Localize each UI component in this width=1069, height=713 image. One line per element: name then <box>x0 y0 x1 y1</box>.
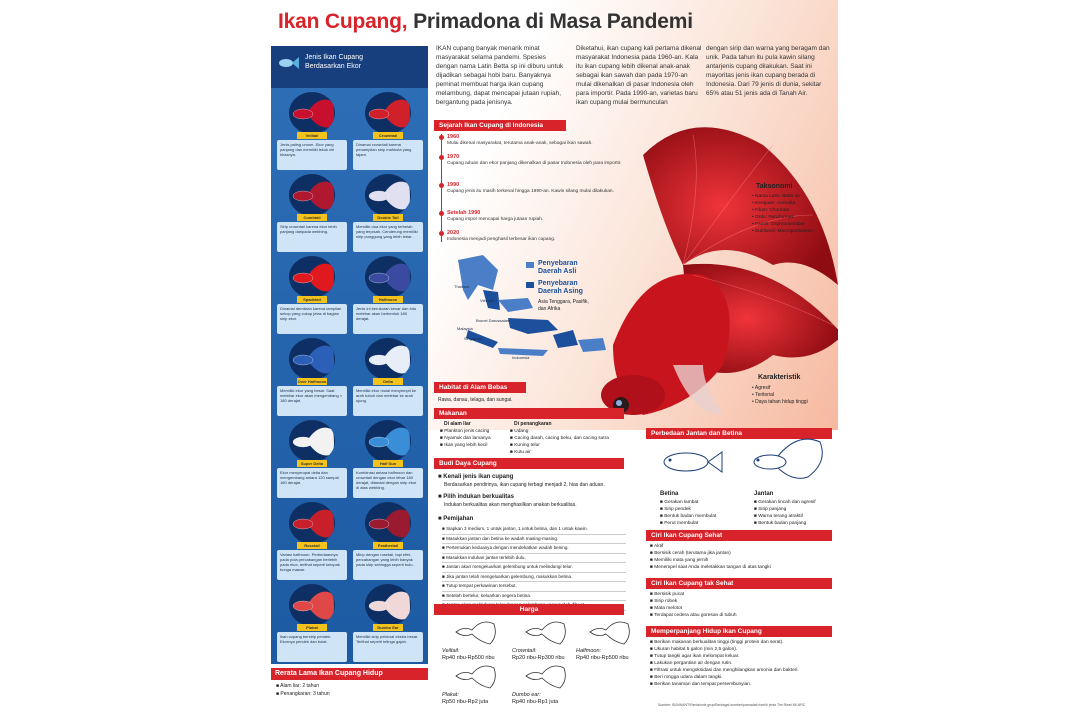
unhealthy-list <box>650 591 832 619</box>
list-item-text: Berikan tanaman dan tempat persembunyian. <box>654 682 752 687</box>
betta-fish-icon <box>289 420 335 462</box>
map-label-singapura: Singapura <box>464 336 483 341</box>
list-item-text: Daya tahan hidup tinggi <box>755 399 808 405</box>
price-fish-icon <box>448 616 498 646</box>
price-name: Halfmoon: <box>576 648 602 654</box>
list-item-text: Kutu air <box>514 450 531 455</box>
list-item-text: Filum: Chordata <box>755 208 790 213</box>
spawning-steps <box>442 525 626 611</box>
map-label-malaysia: Malaysia <box>457 326 473 331</box>
timeline-year: 1990 <box>447 182 460 188</box>
tail-type-card <box>277 92 347 172</box>
tail-types-header <box>271 46 428 88</box>
spawning-step-text: Jika jantan telah mengeluarkan gelembung, masukkan betina. <box>446 573 573 579</box>
list-item-text: Famili: Osphronemidae <box>755 222 805 227</box>
tail-type-image <box>365 174 411 216</box>
list-item: ■ Warna terang atraktif <box>754 514 803 519</box>
tail-type-card <box>277 256 347 336</box>
list-item: ■ Cacing darah, cacing beku, dan cacing sutra <box>510 436 609 441</box>
price-heading: Harga <box>434 604 624 615</box>
tail-type-card <box>277 338 347 418</box>
spawning-step: ■ Jika jantan telah mengeluarkan gelembung, masukkan betina. <box>442 573 626 583</box>
map-label-vietnam: Vietnam <box>480 298 495 303</box>
list-item-text: Teritorial <box>755 392 774 398</box>
food-captive-list <box>510 428 625 456</box>
price-value: Rp40 ribu-Rp500 ribu <box>442 655 495 661</box>
map-label-indonesia: Indonesia <box>512 355 530 360</box>
list-item: • Nama Latin: Betta sp <box>752 194 800 199</box>
list-item: ■ Kuning telur <box>510 443 540 448</box>
legend-foreign-swatch <box>526 282 534 288</box>
tail-types-heading: Jenis Ikan Cupang Berdasarkan Ekor <box>305 54 363 70</box>
breeding-step3: ■ Pemijahan <box>438 516 474 522</box>
betta-fish-icon <box>289 502 335 544</box>
timeline-year: 2020 <box>447 230 460 236</box>
list-item: • Agresif <box>752 385 771 391</box>
spawning-step-text: Masukkan jantan dan betina ke wadah masing-masing. <box>446 535 559 541</box>
traits-heading: Karakteristik <box>758 374 801 381</box>
tail-type-desc: Dinamai demikian karena tampilan sekop yang cukup jelas di bagian sirip ekor. <box>277 304 347 334</box>
list-item-text: Lakukan pergantian air dengan rutin. <box>654 661 733 666</box>
traits-list <box>752 385 832 406</box>
list-item: ■ Bersisik pucat <box>650 592 685 597</box>
list-item: ■ Sirip robek <box>650 599 678 604</box>
list-item: • Daya tahan hidup tinggi <box>752 399 808 405</box>
list-item-text: Perut membulat <box>664 521 699 526</box>
betta-fish-icon <box>289 256 335 298</box>
tail-type-image <box>365 92 411 134</box>
list-item-text: Berikan makanan berkualitas tinggi (tinggi protein dan serat). <box>654 640 784 645</box>
food-wild-heading: Di alam liar <box>444 421 471 427</box>
list-item: • Teritorial <box>752 392 774 398</box>
list-item: ■ Gerakan lambat <box>660 500 699 505</box>
infographic-page <box>258 0 838 713</box>
list-item-text: Sirip robek <box>654 599 678 604</box>
price-fish-icon <box>582 616 632 646</box>
list-item: ■ Ikan yang lebih kecil <box>440 443 488 448</box>
tail-type-image <box>365 502 411 544</box>
list-item-text: Filtrasi untuk mengoksidasi dan menghilangkan amonia dan bakteri. <box>654 668 799 673</box>
list-item-text: Terdapat cedera atau goresan di tubuh <box>654 613 737 618</box>
list-item: ■ Bentuk badan panjang <box>754 521 807 526</box>
tail-type-image <box>289 502 335 544</box>
betta-fish-icon <box>289 584 335 626</box>
tail-type-card <box>353 338 423 418</box>
list-item: ■ Gerakan lincah dan agresif <box>754 500 816 505</box>
breeding-step3-title: Pemijahan <box>443 516 474 522</box>
timeline-dot <box>439 183 444 188</box>
list-item-text: Memiliki mata yang jernih <box>654 558 709 563</box>
list-item: • Famili: Osphronemidae <box>752 222 805 227</box>
spawning-step: ■ Pertemukan keduanya dengan mendekatkan wadah bening. <box>442 544 626 554</box>
list-item: ■ Mata melotot <box>650 606 682 611</box>
list-item: ■ Terdapat cedera atau goresan di tubuh <box>650 613 737 618</box>
tail-type-image <box>365 584 411 626</box>
spawning-step: ■ Masukkan indukan jantan terlebih dulu. <box>442 554 626 564</box>
food-captive-heading: Di penangkaran <box>514 421 552 427</box>
spawning-step-text: Setelah bertelur, keluarkan segera betina. <box>446 592 532 598</box>
gender-heading: Perbedaan Jantan dan Betina <box>646 428 832 439</box>
timeline-text: Indonesia menjadi penghasil terbesar ikan cupang. <box>447 237 556 242</box>
price-value: Rp40 ribu-Rp500 ribu <box>576 655 629 661</box>
price-name: Dumbo ear: <box>512 692 541 698</box>
list-item: ■ Berikan tanaman dan tempat persembunyian. <box>650 682 752 687</box>
tail-type-image <box>289 584 335 626</box>
list-item-text: Sirip panjang <box>758 507 787 512</box>
price-value: Rp50 ribu-Rp2 juta <box>442 699 489 705</box>
tail-type-image <box>365 338 411 380</box>
tail-type-card <box>353 174 423 254</box>
tail-type-desc: Kombinasi antara halfmoon dan crowntail dengan ekor lebar 180 derajat, ditandai dengan sirip ekor di atas webbing. <box>353 468 423 498</box>
tail-type-desc: Memiliki ekor yang besar. Saat melebar ekor akan mengembang > 180 derajat. <box>277 386 347 416</box>
list-item: ■ Perut membulat <box>660 521 699 526</box>
tail-type-name: Plakat <box>297 624 327 631</box>
betta-fish-icon <box>365 256 411 298</box>
healthy-heading: Ciri Ikan Cupang Sehat <box>646 530 832 541</box>
list-item-text: Bersisik pucat <box>654 592 685 597</box>
list-item-text: Cacing darah, cacing beku, dan cacing sutra <box>514 436 609 441</box>
list-item-text: Nama Latin: Betta sp <box>755 194 800 199</box>
price-value: Rp20 ribu-Rp300 ribu <box>512 655 565 661</box>
price-item <box>442 692 512 706</box>
lifespan-tips-heading: Memperpanjang Hidup Ikan Cupang <box>646 626 832 637</box>
list-item: ■ Plankton jenis cacing <box>440 429 490 434</box>
tail-type-desc: Ikan cupang bersirip pendek. Ekornya pendek dan bulat. <box>277 632 347 662</box>
price-value: Rp40 ribu-Rp1 juta <box>512 699 559 705</box>
tail-type-desc: Memiliki sirip pektoral ekstra besar. Terlihat seperti telinga gajah. <box>353 632 423 662</box>
lifespan-captive-text: Penangkaran: 3 tahun <box>280 691 330 697</box>
timeline-text: Mulai dikenal masyarakat, terutama anak-anak, sebagai ikan sawah. <box>447 141 593 146</box>
tail-type-desc: Jenis paling umum. Ekor yang panjang dan memiliki lekuk ciri khasnya. <box>277 140 347 170</box>
tail-type-name: Crowntail <box>373 132 403 139</box>
list-item-text: Warna terang atraktif <box>758 514 803 519</box>
intro-col2: Diketahui, ikan cupang kali pertama dikenal masyarakat Indonesia pada 1960-an. Kala itu ikan cupang lebih dikenal anak-anak sebagai ikan sawah dan pada 1970-an mulai dikenalkan di pasar Indonesia oleh para importir. Pada 1990-an, varietas baru ikan cupang mulai bermunculan <box>576 45 702 106</box>
tail-type-card <box>277 502 347 582</box>
tail-type-card <box>277 584 347 664</box>
list-item-text: Beri rongga udara dalam tangki. <box>654 675 723 680</box>
lifespan-tips-list <box>650 639 834 688</box>
map-label-brunei: Brunei Darussalam <box>476 318 511 323</box>
list-item: ■ Lakukan pergantian air dengan rutin. <box>650 661 733 666</box>
tail-type-image <box>289 92 335 134</box>
tail-type-desc: Memiliki dua ekor yang terbelah yang terpisah. Cenderung memiliki sirip punggung yang lebih lebar. <box>353 222 423 252</box>
list-item: ■ Bentuk badan membulat <box>660 514 717 519</box>
tail-type-image <box>289 174 335 216</box>
tail-type-name: Double Tail <box>373 214 403 221</box>
list-item: ■ Berikan makanan berkualitas tinggi (tinggi protein dan serat). <box>650 640 784 645</box>
list-item: ■ Ukuran habitat 5 galon (min 2,5 galon). <box>650 647 738 652</box>
timeline-text: Cupang jenis itu masih terkenal hingga 1990-an. Kawin silang mulai dilakukan. <box>447 189 614 194</box>
history-heading: Sejarah Ikan Cupang di Indonesia <box>434 120 566 131</box>
list-item: ■ Memiliki mata yang jernih <box>650 558 709 563</box>
list-item: • Kerajaan: Animalia <box>752 201 796 206</box>
legend-foreign: Penyebaran Daerah Asing <box>538 280 583 295</box>
price-fish-icon <box>448 660 498 690</box>
tail-type-image <box>289 338 335 380</box>
list-item-text: Menempel saat Anda meletakkan tangan di atas tangki <box>654 565 771 570</box>
list-item: ■ Kutu air <box>510 450 531 455</box>
list-item-text: Aktif <box>653 544 664 549</box>
list-item: ■ Menempel saat Anda meletakkan tangan di atas tangki <box>650 565 771 570</box>
spawning-step-text: Siapkan 3 medium, 1 untuk jantan, 1 untuk betina, dan 1 untuk kawin. <box>446 526 588 531</box>
price-item <box>576 648 646 662</box>
tail-type-name: Feathertail <box>373 542 403 549</box>
timeline-dot <box>439 231 444 236</box>
list-item-text: Plankton jenis cacing <box>444 429 490 434</box>
breeding-step2-title: Pilih indukan berkualitas <box>443 494 514 500</box>
source-credit: Sumber: BUNNANT/Pantaionis grup/Berbagai sumber/pamadati riset/ri jenis Tim Riset MI-NRC <box>658 703 806 707</box>
tail-type-name: Super Delta <box>297 460 327 467</box>
list-item-text: Mata melotot <box>654 606 682 611</box>
timeline-line <box>441 134 442 242</box>
list-item: ■ Beri rongga udara dalam tangki. <box>650 675 723 680</box>
list-item-text: Gerakan lincah dan agresif <box>758 500 816 505</box>
list-item-text: Gerakan lambat <box>664 500 699 505</box>
timeline-text: Cupang aduan dan ekor panjang dikenalkan di pasar Indonesia oleh para importir. <box>447 161 622 166</box>
timeline-dot <box>439 155 444 160</box>
legend-native: Penyebaran Daerah Asli <box>538 260 578 275</box>
list-item-text: Bentuk badan membulat <box>664 514 717 519</box>
betta-fish-icon <box>365 174 411 216</box>
lifespan-wild: ■ Alam liar: 2 tahun <box>276 683 320 689</box>
tail-type-name: Veiltail <box>297 132 327 139</box>
list-item: ■ Sirip pendek <box>660 507 691 512</box>
price-name: Veiltail: <box>442 648 460 654</box>
tail-type-desc: Ekor menyerupai delta dan mengembang antara 120 sampai 180 derajat. <box>277 468 347 498</box>
betta-fish-icon <box>365 338 411 380</box>
timeline-dot <box>439 135 444 140</box>
betta-fish-icon <box>289 338 335 380</box>
lifespan-captive: ■ Penangkaran: 3 tahun <box>276 691 330 697</box>
tail-type-card <box>353 92 423 172</box>
breeding-heading: Budi Daya Cupang <box>434 458 624 469</box>
tail-type-image <box>365 256 411 298</box>
timeline-year: Setelah 1990 <box>447 210 481 216</box>
lifespan-heading: Rerata Lama Ikan Cupang Hidup <box>271 668 428 680</box>
breeding-step1-title: Kenali jenis ikan cupang <box>443 474 514 480</box>
tail-type-desc: Memiliki ekor mulai menyempit ke arah tubuh dan melebar ke arah ujung. <box>353 386 423 416</box>
female-traits <box>660 499 750 527</box>
price-fish-icon <box>518 660 568 690</box>
list-item: • Subfamili: Macropodusinae <box>752 229 813 234</box>
page-title <box>278 10 693 34</box>
fish-icon <box>277 56 299 70</box>
intro-col1: IKAN cupang banyak menarik minat masyarakat selama pandemi. Spesies dengan nama Latin Betta sp ini diburu untuk dijadikan sebagai hobi baru. Banyaknya peminat membuat harga ikan cupang melambung, dapat mencapai jutaan rupiah, bergantung pada jenisnya. <box>436 45 564 106</box>
price-fish-icon <box>518 616 568 646</box>
legend-native-swatch <box>526 262 534 268</box>
taxonomy-list <box>752 193 832 235</box>
list-item: • Filum: Chordata <box>752 208 790 213</box>
list-item-text: Subfamili: Macropodusinae <box>755 229 813 234</box>
spawning-step: ■ Jantan akan mengeluarkan gelembung untuk melindungi telur. <box>442 563 626 573</box>
list-item-text: Nyamuk dan larvanya <box>444 436 491 441</box>
male-traits <box>754 499 834 527</box>
price-name: Plakat: <box>442 692 459 698</box>
list-item: ■ Nyamuk dan larvanya <box>440 436 491 441</box>
tail-type-desc: Variasi halfmoon. Perbedaannya pada pola percabangan berlebih pada ekor, terlihat seperti kelopak bunga mawar. <box>277 550 347 580</box>
tail-type-image <box>289 420 335 462</box>
tail-type-name: Half Sun <box>373 460 403 467</box>
tail-type-card <box>353 584 423 664</box>
tail-type-card <box>277 174 347 254</box>
list-item: ■ Aktif <box>650 544 664 549</box>
list-item-text: Bersisik cerah (terutama jika jantan) <box>654 551 731 556</box>
list-item-text: Ikan yang lebih kecil <box>444 443 488 448</box>
spawning-step: ■ Setelah bertelur, keluarkan segera betina. <box>442 592 626 602</box>
spawning-step-text: Masukkan indukan jantan terlebih dulu. <box>446 554 526 560</box>
tail-type-name: Delta <box>373 378 403 385</box>
habitat-heading: Habitat di Alam Bebas <box>434 382 526 393</box>
spawning-step: ■ Siapkan 3 medium, 1 untuk jantan, 1 untuk betina, dan 1 untuk kawin. <box>442 525 626 535</box>
tail-type-desc: Mirip dengan rosetail, tapi efek percabangan yang lebih banyak pada sirip sehingga seperti bulu. <box>353 550 423 580</box>
female-heading: Betina <box>660 491 679 497</box>
male-heading: Jantan <box>754 491 774 497</box>
spawning-step-text: Pertemukan keduanya dengan mendekatkan wadah bening. <box>446 545 569 550</box>
male-betta-icon <box>748 432 828 487</box>
list-item-text: Agresif <box>754 385 771 391</box>
list-item: ■ Filtrasi untuk mengoksidasi dan menghilangkan amonia dan bakteri. <box>650 668 799 673</box>
list-item: ■ Udang <box>510 429 529 434</box>
tail-type-image <box>289 256 335 298</box>
breeding-step2-desc: Indukan berkualitas akan menghasilkan anakan berkualitas. <box>444 502 577 508</box>
title-part2: Primadona di Masa Pandemi <box>413 10 693 33</box>
timeline-dot <box>439 211 444 216</box>
tail-type-desc: Jenis ini berukuran besar dan bila melebar akan berbentuk 180 derajat. <box>353 304 423 334</box>
breeding-step2: ■ Pilih indukan berkualitas <box>438 494 514 500</box>
list-item-text: Sirip pendek <box>664 507 691 512</box>
timeline-year: 1960 <box>447 134 460 140</box>
list-item-text: Bentuk badan panjang <box>758 521 807 526</box>
title-part1: Ikan Cupang, <box>278 10 408 33</box>
tail-type-card <box>353 420 423 500</box>
tail-type-card <box>277 420 347 500</box>
spawning-step-text: Tutup tempat perkawinan tersebut. <box>445 583 517 588</box>
timeline-year: 1970 <box>447 154 460 160</box>
food-wild-list <box>440 428 510 449</box>
healthy-list <box>650 543 832 571</box>
tail-type-name: Spadetail <box>297 296 327 303</box>
list-item: ■ Bersisik cerah (terutama jika jantan) <box>650 551 731 556</box>
list-item: ■ Tutup tangki agar ikan melompat keluar. <box>650 654 740 659</box>
list-item-text: Ordo: Perciformes <box>755 215 794 220</box>
food-heading: Makanan <box>434 408 624 419</box>
betta-fish-icon <box>365 420 411 462</box>
tail-type-name: Halfmoon <box>373 296 403 303</box>
tail-type-image <box>365 420 411 462</box>
list-item: ■ Sirip panjang <box>754 507 787 512</box>
breeding-step1: ■ Kenali jenis ikan cupang <box>438 474 514 480</box>
spawning-step-text: Jantan akan mengeluarkan gelembung untuk melindungi telur. <box>446 564 573 569</box>
tail-types-panel <box>271 46 428 664</box>
betta-fish-icon <box>289 174 335 216</box>
unhealthy-heading: Ciri Ikan Cupang tak Sehat <box>646 578 832 589</box>
tail-type-name: Dumbo Ear <box>373 624 403 631</box>
intro-col3: dengan sirip dan warna yang beragam dan unik. Pada tahun itu pula kawin silang antarjenis cupang dilakukan. Saat ini mayoritas jenis ikan cupang berada di Indonesia. Dari 79 jenis di dunia, sekitar 65% atau 51 jenis ada di Tanah Air. <box>706 45 830 97</box>
betta-fish-icon <box>365 502 411 544</box>
tail-type-name: Over Halfmoon <box>297 379 327 384</box>
spawning-step: ■ Tutup tempat perkawinan tersebut. <box>442 582 626 592</box>
tail-type-card <box>353 256 423 336</box>
list-item-text: Kerajaan: Animalia <box>755 201 796 206</box>
breeding-step1-desc: Berdasarkan pendirinya, ikan cupang terbagi menjadi 2, hias dan aduan. <box>444 482 605 488</box>
tail-type-desc: Dinamai crowntail karena penampilan sirip mahkota yang tajam. <box>353 140 423 170</box>
tail-type-name: Combtail <box>297 214 327 221</box>
legend-foreign-desc: Asia Tenggara, Pasifik, dan Afrika <box>538 299 589 312</box>
betta-fish-icon <box>365 584 411 626</box>
lifespan-wild-text: Alam liar: 2 tahun <box>280 683 320 689</box>
tail-type-name: Rosetail <box>297 542 327 549</box>
list-item-text: Ukuran habitat 5 galon (min 2,5 galon). <box>654 647 738 652</box>
map-label-thailand: Thailand <box>454 284 470 289</box>
price-item <box>512 692 582 706</box>
taxonomy-heading: Taksonomi <box>756 183 793 190</box>
betta-fish-icon <box>289 92 335 134</box>
female-betta-icon <box>654 442 724 482</box>
timeline-text: Cupang impor mencapai harga jutaan rupiah. <box>447 217 544 222</box>
betta-fish-icon <box>365 92 411 134</box>
list-item-text: Kuning telur <box>514 443 540 448</box>
list-item-text: Udang <box>514 429 529 434</box>
tail-type-desc: Sirip crowntail karena ekor lebih panjang daripada webbing. <box>277 222 347 252</box>
habitat-text: Rawa, danau, telaga, dan sungai. <box>438 397 513 403</box>
list-item: • Ordo: Perciformes <box>752 215 794 220</box>
spawning-step: ■ Masukkan jantan dan betina ke wadah masing-masing. <box>442 535 626 545</box>
price-name: Crowntail: <box>512 648 537 654</box>
list-item-text: Tutup tangki agar ikan melompat keluar. <box>654 654 740 659</box>
tail-type-card <box>353 502 423 582</box>
